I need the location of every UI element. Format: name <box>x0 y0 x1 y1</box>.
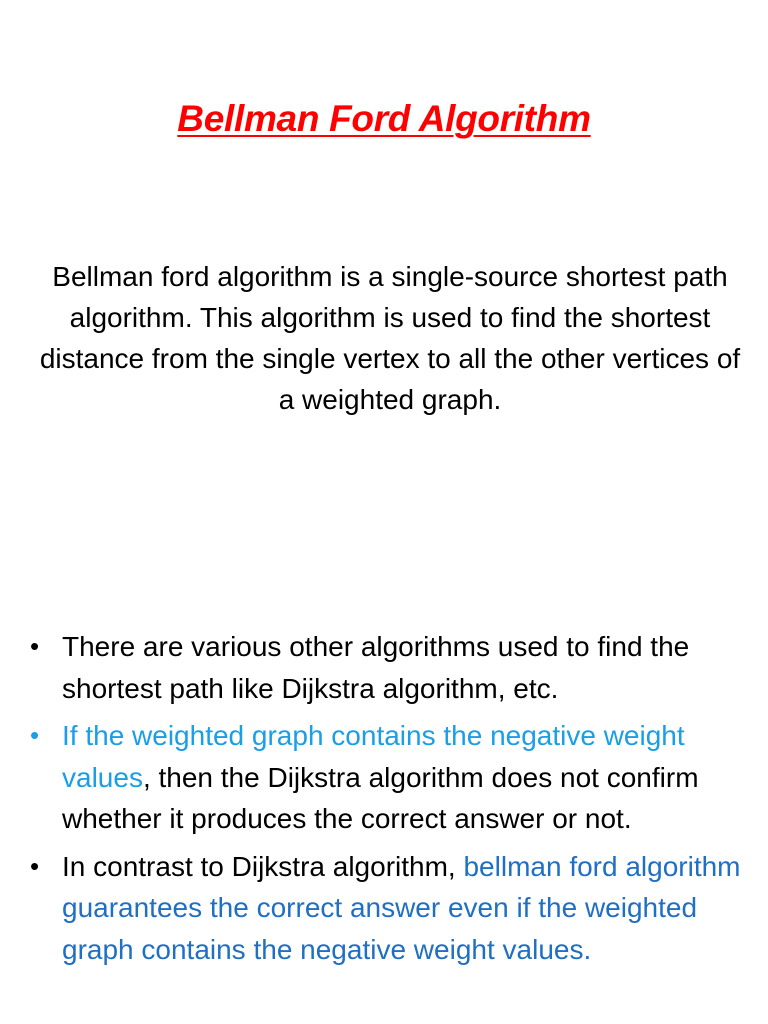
bullet-item <box>0 715 768 840</box>
bullet-list <box>0 626 768 976</box>
bullet-dot-icon: • <box>30 631 40 661</box>
intro-paragraph: Bellman ford algorithm is a single-source shortest path algorithm. This algorithm is used to find the shortest distance from the single vertex to all the other vertices of a weighted graph. <box>39 261 741 415</box>
bullet-dot-icon: • <box>30 720 40 750</box>
bullet-item <box>0 846 768 971</box>
bullet-text: There are various other algorithms used to find the shortest path like Dijkstra algorithm, etc. <box>62 631 690 704</box>
bullet-item <box>0 626 768 709</box>
bullet-highlight-text: If the weighted graph contains the negative weight values <box>62 720 685 793</box>
bullet-highlight-text: bellman ford algorithm guarantees the correct answer even if the weighted graph contains the negative weight values. <box>62 850 741 965</box>
bullet-text: , then the Dijkstra algorithm does not confirm whether it produces the correct answer or not. <box>62 761 699 834</box>
slide-title: Bellman Ford Algorithm <box>177 98 591 139</box>
bullet-text: In contrast to Dijkstra algorithm, <box>62 850 464 882</box>
bullet-dot-icon: • <box>30 850 40 881</box>
